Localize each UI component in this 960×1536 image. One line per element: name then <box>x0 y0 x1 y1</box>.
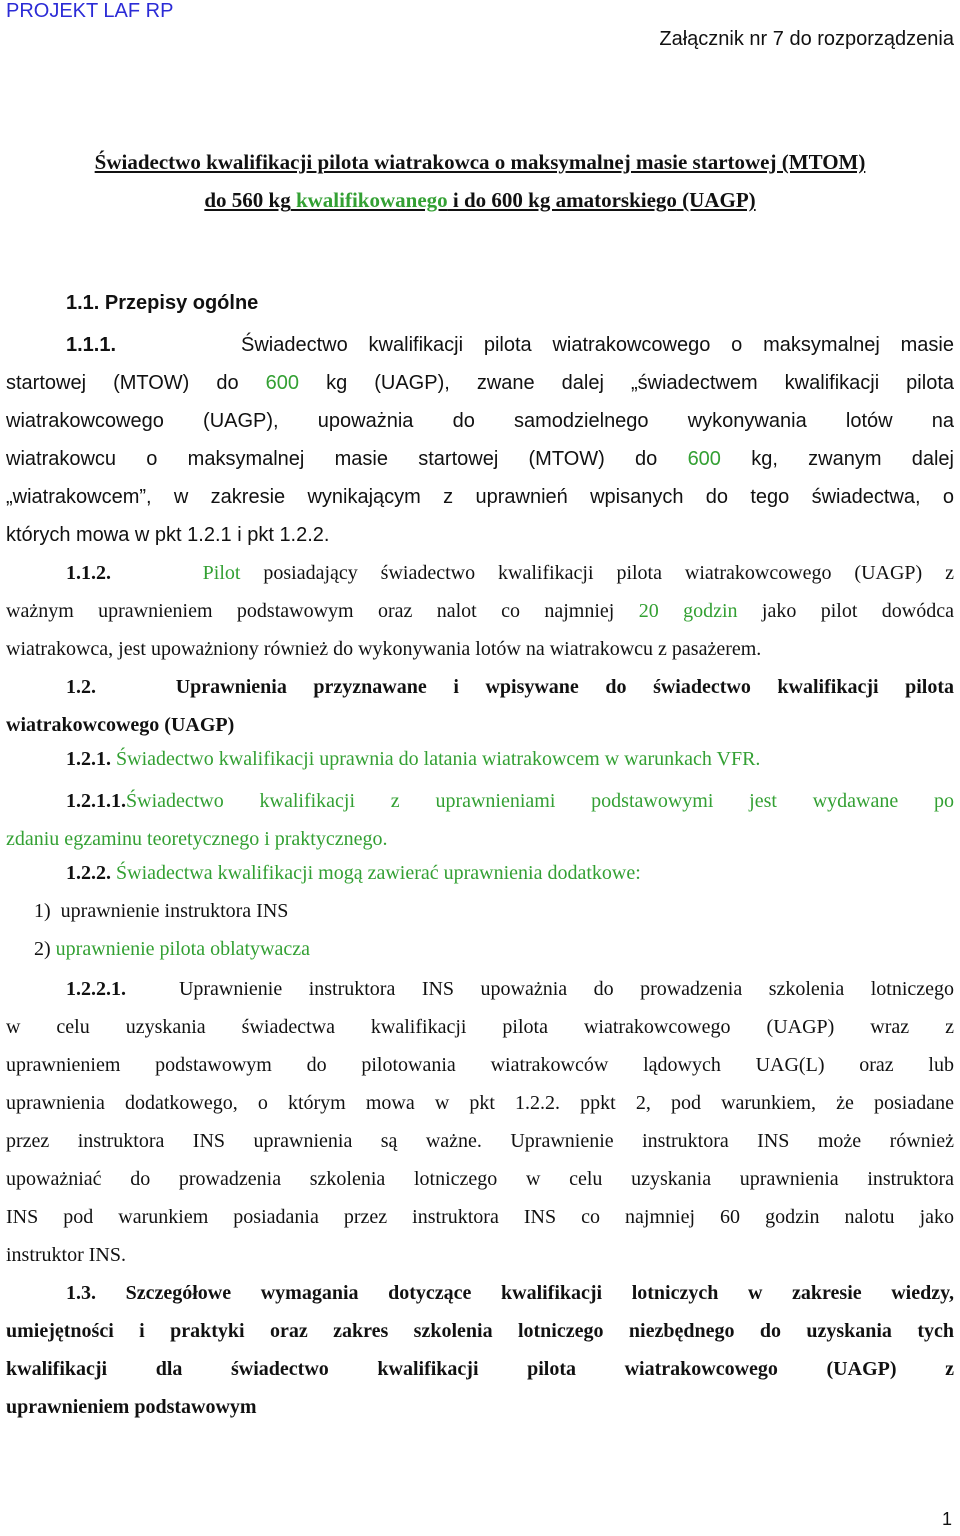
paragraph-1-1-1-line-1 <box>66 326 954 364</box>
list-item <box>34 900 288 923</box>
list-item <box>34 938 310 961</box>
paragraph-1-1-2-line-2 <box>6 592 954 630</box>
section-1-1-heading <box>66 292 258 315</box>
inserted-value: 600 <box>265 372 300 394</box>
paragraph-text: kg (UAGP), zwane dalej „świadectwem kwalifikacji pilota <box>299 372 954 394</box>
paragraph-1-1-1-line-4 <box>6 440 954 478</box>
paragraph-1-1-1-line-3: wiatrakowcowego (UAGP), upoważnia do samodzielnego wykonywania lotów na <box>6 410 954 432</box>
section-title: Szczegółowe wymagania dotyczące kwalifikacji lotniczych w zakresie wiedzy, <box>125 1282 955 1304</box>
inserted-text: Świadectwa kwalifikacji mogą zawierać uprawnienia dodatkowe: <box>116 862 641 884</box>
paragraph-text: jako pilot dowódca <box>737 600 954 622</box>
inserted-value: 600 <box>687 448 721 470</box>
document-title-line-2 <box>0 188 960 213</box>
list-text: uprawnienie instruktora INS <box>60 900 289 922</box>
paragraph-1-2-1 <box>66 748 760 771</box>
document-title-line-1: Świadectwo kwalifikacji pilota wiatrakowca o maksymalnej masie startowej (MTOM) <box>94 150 866 174</box>
page-number: 1 <box>941 1509 952 1529</box>
paragraph-number: 1.2.1. <box>66 748 111 770</box>
paragraph-1-2-2-1-line-8: instruktor INS. <box>6 1244 126 1266</box>
section-1-3-heading-line-4: uprawnieniem podstawowym <box>6 1396 257 1418</box>
paragraph-number: 1.1.1. <box>66 334 117 356</box>
paragraph-1-2-2-1-line-5: przez instruktora INS uprawnienia są ważne. Uprawnienie instruktora INS może również <box>6 1130 954 1152</box>
paragraph-1-2-1-1-line-1 <box>66 782 954 820</box>
paragraph-number: 1.1.2. <box>66 562 111 584</box>
title-inserted-text: kwalifikowanego <box>290 188 448 212</box>
inserted-value: Pilot <box>202 562 241 584</box>
section-number: 1.1. <box>66 292 100 314</box>
paragraph-1-2-2-1-line-3: uprawnieniem podstawowym do pilotowania wiatrakowców lądowych UAG(L) oraz lub <box>6 1054 954 1076</box>
section-1-3-heading-line-3: kwalifikacji dla świadectwo kwalifikacji pilota wiatrakowcowego (UAGP) z <box>6 1358 954 1380</box>
paragraph-text: Uprawnienie instruktora INS upoważnia do prowadzenia szkolenia lotniczego <box>178 978 955 1000</box>
section-1-3-heading-line-1 <box>66 1274 954 1312</box>
paragraph-1-1-1-line-6: których mowa w pkt 1.2.1 i pkt 1.2.2. <box>6 524 330 546</box>
paragraph-1-1-1-line-5: „wiatrakowcem”, w zakresie wynikającym z uprawnień wpisanych do tego świadectwa, o <box>6 486 954 508</box>
section-1-2-heading-line-2: wiatrakowcowego (UAGP) <box>6 714 235 736</box>
paragraph-text: kg, zwanym dalej <box>720 448 954 470</box>
title-segment: (UAGP) <box>676 188 756 212</box>
paragraph-1-2-2 <box>66 862 641 885</box>
inserted-text: Świadectwo kwalifikacji z uprawnieniami podstawowymi jest wydawane po <box>126 790 954 812</box>
paragraph-1-2-2-1-line-4: uprawnienia dodatkowego, o którym mowa w pkt 1.2.2. ppkt 2, pod warunkiem, że posiadane <box>6 1092 954 1114</box>
paragraph-1-1-2-line-1 <box>66 554 954 592</box>
section-title: Przepisy ogólne <box>104 292 259 314</box>
paragraph-1-2-2-1-line-7: INS pod warunkiem posiadania przez instruktora INS co najmniej 60 godzin nalotu jako <box>6 1206 954 1228</box>
inserted-value: 20 godzin <box>638 600 738 622</box>
paragraph-number: 1.2.2.1. <box>66 978 126 1000</box>
paragraph-text: startowej (MTOW) do <box>6 372 266 394</box>
section-title: Uprawnienia przyznawane i wpisywane do świadectwo kwalifikacji pilota <box>175 676 955 698</box>
paragraph-text: posiadający świadectwo kwalifikacji pilota wiatrakowcowego (UAGP) z <box>240 562 954 584</box>
paragraph-1-1-1-line-2 <box>6 364 954 402</box>
project-label: PROJEKT LAF RP <box>6 0 174 22</box>
paragraph-text: wiatrakowcu o maksymalnej masie startowej (MTOW) do <box>6 448 688 470</box>
paragraph-1-2-2-1-line-6: upoważniać do prowadzenia szkolenia lotniczego w celu uzyskania uprawnienia instruktora <box>6 1168 954 1190</box>
inserted-text: Świadectwo kwalifikacji uprawnia do latania wiatrakowcem w warunkach VFR. <box>116 748 761 770</box>
list-number: 1) <box>34 900 51 922</box>
section-1-2-heading-line-1 <box>66 668 954 706</box>
paragraph-1-2-1-1-line-2: zdaniu egzaminu teoretycznego i praktycznego. <box>6 828 388 850</box>
title-segment: do 560 kg <box>204 188 291 212</box>
title-segment: i do 600 kg amatorskiego <box>447 188 677 212</box>
section-number: 1.3. <box>66 1282 96 1304</box>
paragraph-number: 1.2.1.1. <box>66 790 126 812</box>
paragraph-text: Świadectwo kwalifikacji pilota wiatrakowcowego o maksymalnej masie <box>241 334 954 356</box>
paragraph-1-1-2-line-3: wiatrakowca, jest upoważniony również do wykonywania lotów na wiatrakowcu z pasażerem. <box>6 638 762 660</box>
annex-label: Załącznik nr 7 do rozporządzenia <box>659 28 954 50</box>
section-1-3-heading-line-2: umiejętności i praktyki oraz zakres szkolenia lotniczego niezbędnego do uzyskania tych <box>6 1320 954 1342</box>
paragraph-1-2-2-1-line-2: w celu uzyskania świadectwa kwalifikacji pilota wiatrakowcowego (UAGP) wraz z <box>6 1016 954 1038</box>
paragraph-text: ważnym uprawnieniem podstawowym oraz nalot co najmniej <box>6 600 639 622</box>
list-number: 2) <box>34 938 51 960</box>
list-text: uprawnienie pilota oblatywacza <box>55 938 311 960</box>
paragraph-number: 1.2.2. <box>66 862 111 884</box>
section-number: 1.2. <box>66 676 96 698</box>
paragraph-1-2-2-1-line-1 <box>66 970 954 1008</box>
